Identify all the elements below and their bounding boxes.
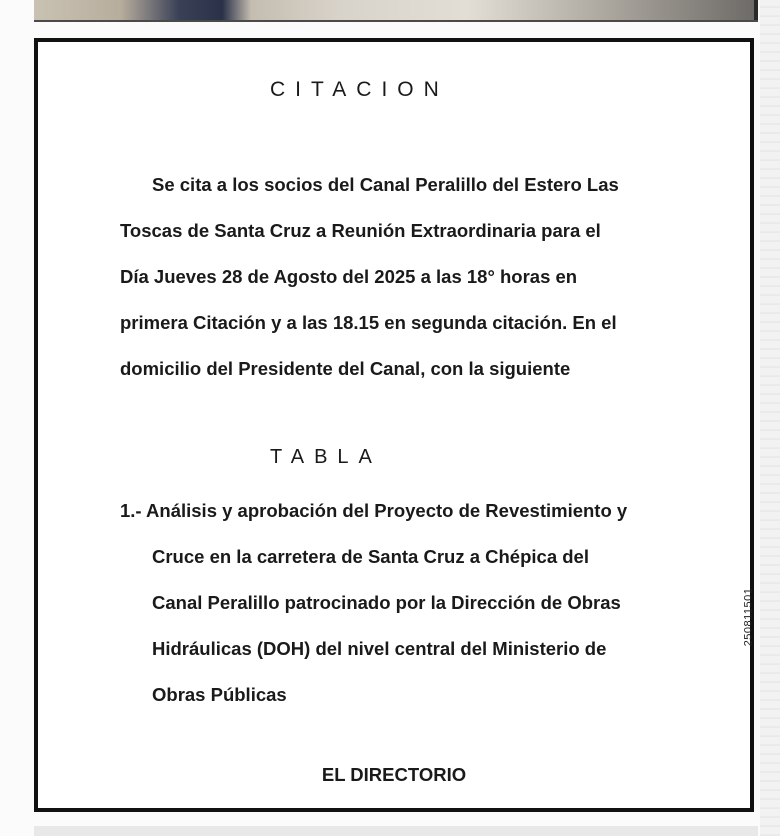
ad-code-text: 250811501 bbox=[742, 587, 754, 647]
agenda-line: 1.- Análisis y aprobación del Proyecto de Revestimiento y bbox=[120, 500, 628, 521]
agenda-line: Hidráulicas (DOH) del nivel central del Ministerio de bbox=[152, 638, 607, 659]
notice-paragraph bbox=[120, 162, 720, 392]
page-bottom bbox=[34, 826, 758, 836]
agenda-list bbox=[120, 488, 720, 718]
section-title: TABLA bbox=[270, 446, 382, 468]
notice-box bbox=[34, 38, 754, 812]
paragraph-line: domicilio del Presidente del Canal, con la siguiente bbox=[120, 358, 571, 379]
ad-code bbox=[738, 580, 758, 654]
notice-title: CITACION bbox=[270, 78, 449, 101]
agenda-line: Obras Públicas bbox=[152, 684, 287, 705]
agenda-line: Canal Peralillo patrocinado por la Dirección de Obras bbox=[152, 592, 621, 613]
frame-edge bbox=[754, 0, 758, 20]
signature: EL DIRECTORIO bbox=[321, 764, 467, 785]
page-edge bbox=[760, 0, 780, 836]
photo-strip bbox=[34, 0, 758, 22]
paragraph-line: Se cita a los socios del Canal Peralillo del Estero Las bbox=[152, 174, 619, 195]
paragraph-line: Día Jueves 28 de Agosto del 2025 a las 18° horas en bbox=[120, 266, 578, 287]
paragraph-line: Toscas de Santa Cruz a Reunión Extraordinaria para el bbox=[120, 220, 601, 241]
agenda-line: Cruce en la carretera de Santa Cruz a Chépica del bbox=[152, 546, 589, 567]
paragraph-line: primera Citación y a las 18.15 en segunda citación. En el bbox=[120, 312, 617, 333]
